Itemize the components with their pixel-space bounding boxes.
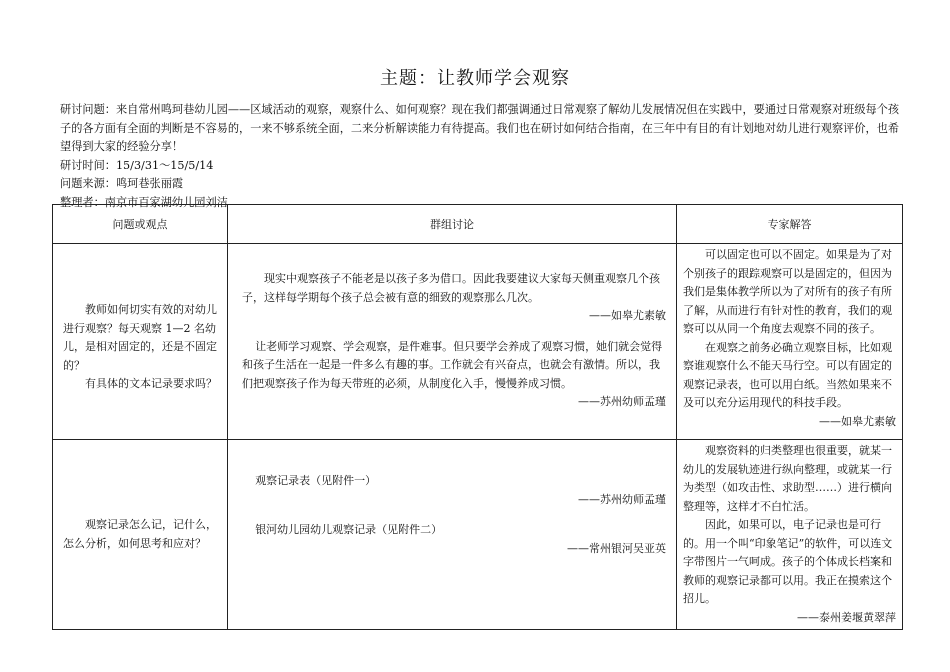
expert-cell: [677, 244, 903, 440]
expert-signature: ——泰州姜堰黄翠萍: [797, 610, 896, 624]
expert-text: 因此，如果可以，电子记录也是可行的。用一个叫“印象笔记”的软件，可以连文字带图片一气呵成。孩子的个体成长档案和教师的观察记录都可以用。我正在摸索这个招儿。: [683, 518, 893, 605]
expert-text: 在观察之前务必确立观察目标，比如观察谁观察什么不能天马行空。可以有固定的观察记录表，也可以用白纸。当然如果来不及可以充分运用现代的科技手段。: [683, 340, 892, 409]
header-question: 问题或观点: [53, 205, 228, 244]
intro-source: 问题来源：鸣珂巷张丽霞: [60, 177, 184, 191]
discussion-signature: ——常州银河吴亚英: [567, 541, 666, 555]
table-row: [53, 244, 903, 440]
discussion-cell: [228, 244, 677, 440]
discussion-text: 现实中观察孩子不能老是以孩子多为借口。因此我要建议大家每天侧重观察几个孩子，这样每学期每个孩子总会被有意的细致的观察那么几次。: [242, 272, 660, 304]
table-row: [53, 440, 903, 630]
expert-text: 可以固定也可以不固定。如果是为了对个别孩子的跟踪观察可以是固定的，但因为我们是集体教学所以为了对所有的孩子有所了解，从而进行有针对性的教育，我们的观察可以从同一个角度去观察不同的孩子。: [683, 248, 892, 335]
intro-time: 研讨时间：15/3/31～15/5/14: [60, 158, 214, 172]
question-text: 教师如何切实有效的对幼儿进行观察？每天观察 1—2 名幼儿，是相对固定的，还是不固定的？: [63, 303, 217, 372]
intro-section: [60, 101, 900, 213]
page-title: 主题：让教师学会观察: [380, 68, 570, 89]
discussion-signature: ——如皋尤素敏: [589, 309, 666, 322]
discussion-cell: [228, 440, 677, 630]
question-text: 观察记录怎么记，记什么，怎么分析，如何思考和应对？: [63, 518, 217, 550]
question-text: 有具体的文本记录要求吗？: [85, 377, 217, 391]
discussion-text: 银河幼儿园幼儿观察记录（见附件二）: [255, 523, 443, 536]
intro-organizer: 整理者：南京市百家湖幼儿园刘洁: [60, 195, 228, 209]
discussion-signature: ——苏州幼师孟瑾: [578, 492, 666, 506]
discussion-text: 观察记录表（见附件一）: [255, 474, 377, 487]
intro-question: 研讨问题：来自常州鸣珂巷幼儿园——区域活动的观察，观察什么、如何观察？现在我们都强调通过日常观察了解幼儿发展情况但在实践中，要通过日常观察对班级每个孩子的各方面有全面的判断是不容易的，一来不够系统全面，二来分析解读能力有待提高。我们也在研讨如何结合指南，在三年中有目的有计划地对幼儿进行观察评价，也希望得到大家的经验分享！: [60, 103, 900, 154]
table-header-row: [53, 205, 903, 244]
expert-cell: [677, 440, 903, 630]
expert-signature: ——如皋尤素敏: [819, 414, 896, 428]
header-expert: 专家解答: [677, 205, 903, 244]
question-cell: [53, 440, 228, 630]
discussion-signature: ——苏州幼师孟瑾: [578, 395, 666, 408]
question-cell: [53, 244, 228, 440]
expert-text: 观察资料的归类整理也很重要，就某一幼儿的发展轨迹进行纵向整理，或就某一行为类型（如攻击性、求助型……）进行横向整理等，这样才不白忙活。: [683, 444, 892, 513]
discussion-table: [52, 204, 903, 630]
discussion-text: 让老师学习观察、学会观察，是件难事。但只要学会养成了观察习惯，她们就会觉得和孩子生活在一起是一件多么有趣的事。工作就会有兴奋点，也就会有激情。所以，我们把观察孩子作为每天带班的必须，从制度化入手，慢慢养成习惯。: [242, 339, 663, 390]
header-discussion: 群组讨论: [228, 205, 677, 244]
